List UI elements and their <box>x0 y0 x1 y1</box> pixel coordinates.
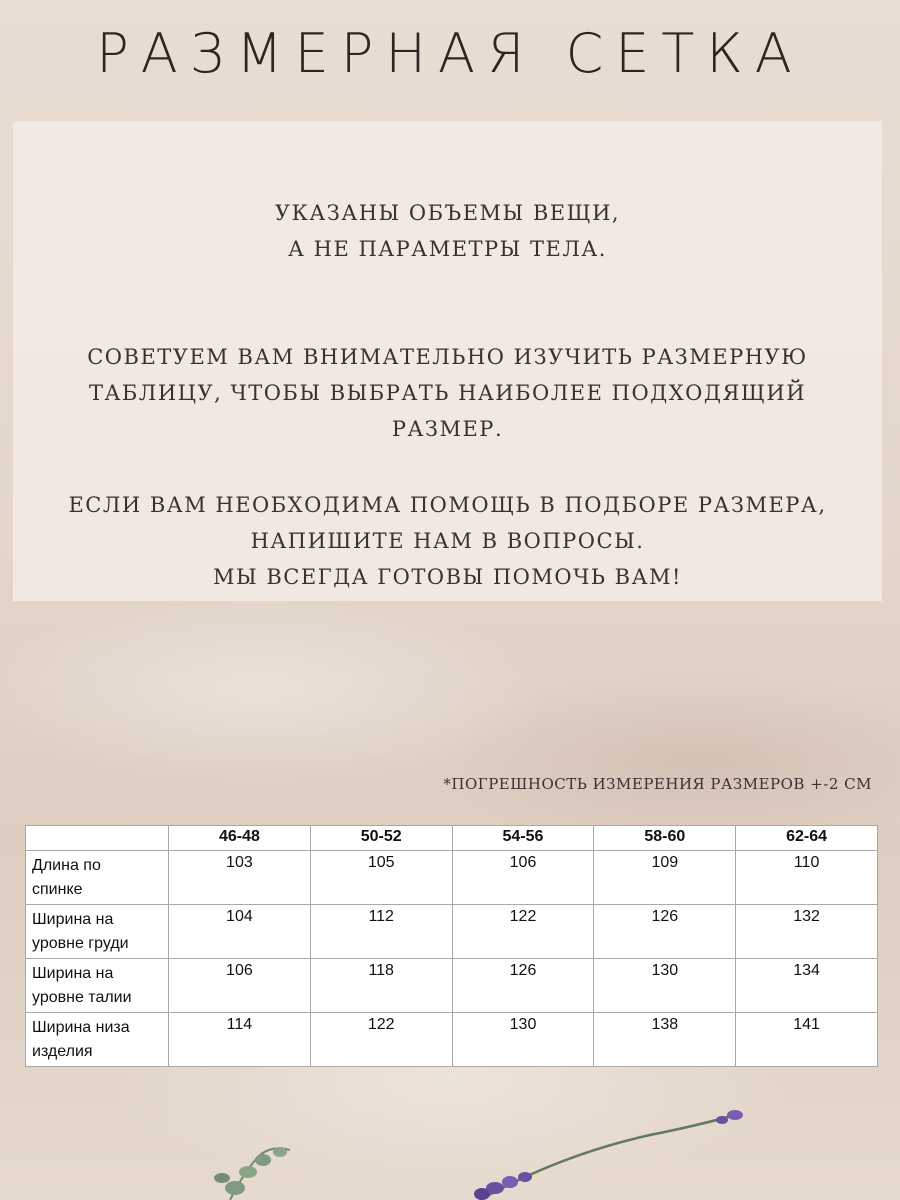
table-cell: 105 <box>310 851 452 905</box>
table-cell: 122 <box>310 1013 452 1067</box>
table-cell: 112 <box>310 905 452 959</box>
table-cell: 130 <box>452 1013 594 1067</box>
table-cell: 106 <box>169 959 311 1013</box>
row-label <box>26 1013 169 1067</box>
table-cell: 126 <box>594 905 736 959</box>
table-cell: 106 <box>452 851 594 905</box>
row-label-line: Ширина на <box>32 965 114 982</box>
row-label-line: уровне талии <box>32 989 132 1006</box>
table-header-cell: 46-48 <box>169 826 311 851</box>
eucalyptus-branch-decoration <box>214 1147 290 1200</box>
notice-line: РАЗМЕР. <box>391 417 504 441</box>
notice-paragraph-2 <box>13 339 882 447</box>
page-title: РАЗМЕРНАЯ СЕТКА <box>96 22 804 85</box>
tolerance-note: *ПОГРЕШНОСТЬ ИЗМЕРЕНИЯ РАЗМЕРОВ +-2 СМ <box>443 775 872 793</box>
table-cell: 132 <box>736 905 878 959</box>
row-label-line: изделия <box>32 1043 93 1060</box>
row-label-line: Длина по <box>32 857 101 874</box>
row-label-line: Ширина на <box>32 911 114 928</box>
table-cell: 114 <box>169 1013 311 1067</box>
table-header-cell: 54-56 <box>452 826 594 851</box>
row-label <box>26 905 169 959</box>
table-header-cell: 58-60 <box>594 826 736 851</box>
notice-line: УКАЗАНЫ ОБЪЕМЫ ВЕЩИ, <box>274 201 621 225</box>
table-cell: 104 <box>169 905 311 959</box>
notice-panel <box>13 121 882 601</box>
table-header-cell: 62-64 <box>736 826 878 851</box>
table-header-cell <box>26 826 169 851</box>
table-row <box>26 1013 878 1067</box>
table-cell: 134 <box>736 959 878 1013</box>
table-cell: 118 <box>310 959 452 1013</box>
table-cell: 109 <box>594 851 736 905</box>
lavender-sprig-decoration <box>474 1110 743 1200</box>
table-cell: 130 <box>594 959 736 1013</box>
table-header-cell: 50-52 <box>310 826 452 851</box>
row-label <box>26 959 169 1013</box>
size-table <box>25 825 878 1067</box>
notice-paragraph-1 <box>13 195 882 267</box>
row-label-line: спинке <box>32 881 83 898</box>
row-label <box>26 851 169 905</box>
notice-line: ЕСЛИ ВАМ НЕОБХОДИМА ПОМОЩЬ В ПОДБОРЕ РАЗМЕРА, <box>68 493 827 517</box>
table-cell: 141 <box>736 1013 878 1067</box>
table-cell: 103 <box>169 851 311 905</box>
row-label-line: Ширина низа <box>32 1019 130 1036</box>
plant-decoration <box>0 1060 900 1200</box>
table-row <box>26 905 878 959</box>
notice-line: А НЕ ПАРАМЕТРЫ ТЕЛА. <box>288 237 607 261</box>
table-cell: 138 <box>594 1013 736 1067</box>
table-row <box>26 851 878 905</box>
table-header-row <box>26 826 878 851</box>
table-cell: 110 <box>736 851 878 905</box>
notice-line: СОВЕТУЕМ ВАМ ВНИМАТЕЛЬНО ИЗУЧИТЬ РАЗМЕРНУЮ <box>87 345 808 369</box>
table-cell: 122 <box>452 905 594 959</box>
table-row <box>26 959 878 1013</box>
notice-paragraph-3 <box>13 487 882 595</box>
notice-line: НАПИШИТЕ НАМ В ВОПРОСЫ. <box>250 529 645 553</box>
table-cell: 126 <box>452 959 594 1013</box>
notice-line: ТАБЛИЦУ, ЧТОБЫ ВЫБРАТЬ НАИБОЛЕЕ ПОДХОДЯЩИЙ <box>88 381 807 405</box>
notice-line: МЫ ВСЕГДА ГОТОВЫ ПОМОЧЬ ВАМ! <box>213 565 682 589</box>
row-label-line: уровне груди <box>32 935 129 952</box>
